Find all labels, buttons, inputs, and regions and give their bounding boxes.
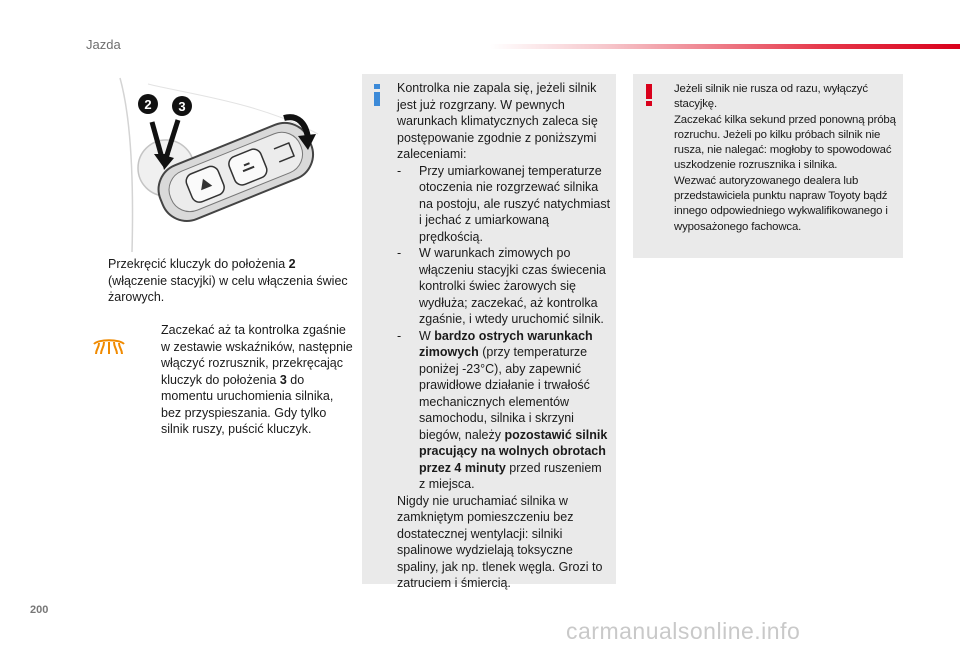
- warning-text: [674, 82, 898, 235]
- warning-paragraph: Zaczekać kilka sekund przed ponowną próbą rozruchu. Jeżeli po kilku próbach silnik nie rusza, nie nalegać: mogłoby to spowodować uszkodzenie rozrusznika i silnika.: [674, 113, 896, 172]
- info-text: [397, 80, 611, 592]
- instruction-wait-indicator: [143, 322, 353, 438]
- instruction-wait-indicator-text: Zaczekać aż ta kontrolka zgaśnie w zestawie wskaźników, następnie włączyć rozrusznik, przekręcając kluczyk do położenia 3 do momentu uruchomienia silnika, bez przyspieszania. Gdy tylko silnik ruszy, puścić kluczyk.: [161, 323, 353, 436]
- glow-plug-warning-icon: [92, 338, 126, 356]
- warning-paragraph: Jeżeli silnik nie rusza od razu, wyłączyć stacyjkę.: [674, 83, 868, 111]
- dash-marker: -: [397, 246, 402, 260]
- instruction-turn-key: [90, 256, 350, 306]
- key-ignition-illustration: [118, 74, 346, 252]
- info-icon: [372, 84, 382, 106]
- info-list-item: - W bardzo ostrych warunkach zimowych (przy temperaturze poniżej -23°C), aby zapewnić prawidłowe działanie i trwałość mechanicznych elementów samochodu, silnika i skrzyni biegów, należy pozostawić silnik pracujący na wolnych obrotach przez 4 minuty przed ruszeniem z miejsca.: [397, 328, 608, 491]
- dash-marker: -: [397, 328, 402, 343]
- key-position-label-2: 2: [144, 97, 152, 112]
- watermark: carmanualsonline.info: [566, 618, 801, 644]
- header-accent-bar: [490, 44, 960, 49]
- info-intro: Kontrolka nie zapala się, jeżeli silnik jest już rozgrzany. W pewnych warunkach klimatycznych zaleca się postępowanie zgodnie z poniższymi zaleceniami:: [397, 81, 598, 161]
- warning-paragraph: Wezwać autoryzowanego dealera lub przedstawiciela punktu napraw Toyoty bądź innego odpowiedniego wykwalifikowanego i wyposażonego fachowca.: [674, 174, 888, 233]
- key-position-label-3: 3: [178, 99, 186, 114]
- exclamation-warning-icon: [644, 84, 654, 106]
- info-list-item: - W warunkach zimowych po włączeniu stacyjki czas świecenia kontrolki świec żarowych się wydłuża; zaczekać, aż kontrolka zgaśnie, i wtedy uruchomić silnik.: [397, 246, 606, 326]
- dash-marker: -: [397, 163, 402, 178]
- info-list-item: - Przy umiarkowanej temperaturze otoczenia nie rozgrzewać silnika na postoju, ale ruszyć natychmiast i jechać z umiarkowaną prędkością.: [397, 163, 611, 244]
- page-number: 200: [30, 604, 49, 616]
- instruction-turn-key-text: Przekręcić kluczyk do położenia 2 (włączenie stacyjki) w celu włączenia świec żarowych.: [108, 257, 348, 304]
- info-outro: Nigdy nie uruchamiać silnika w zamkniętym pomieszczeniu bez dostatecznej wentylacji: silniki spalinowe wydzielają toksyczne spaliny, jak np. tlenek węgla. Grozi to zatruciem i śmiercią.: [397, 493, 603, 590]
- section-title: Jazda: [86, 37, 121, 52]
